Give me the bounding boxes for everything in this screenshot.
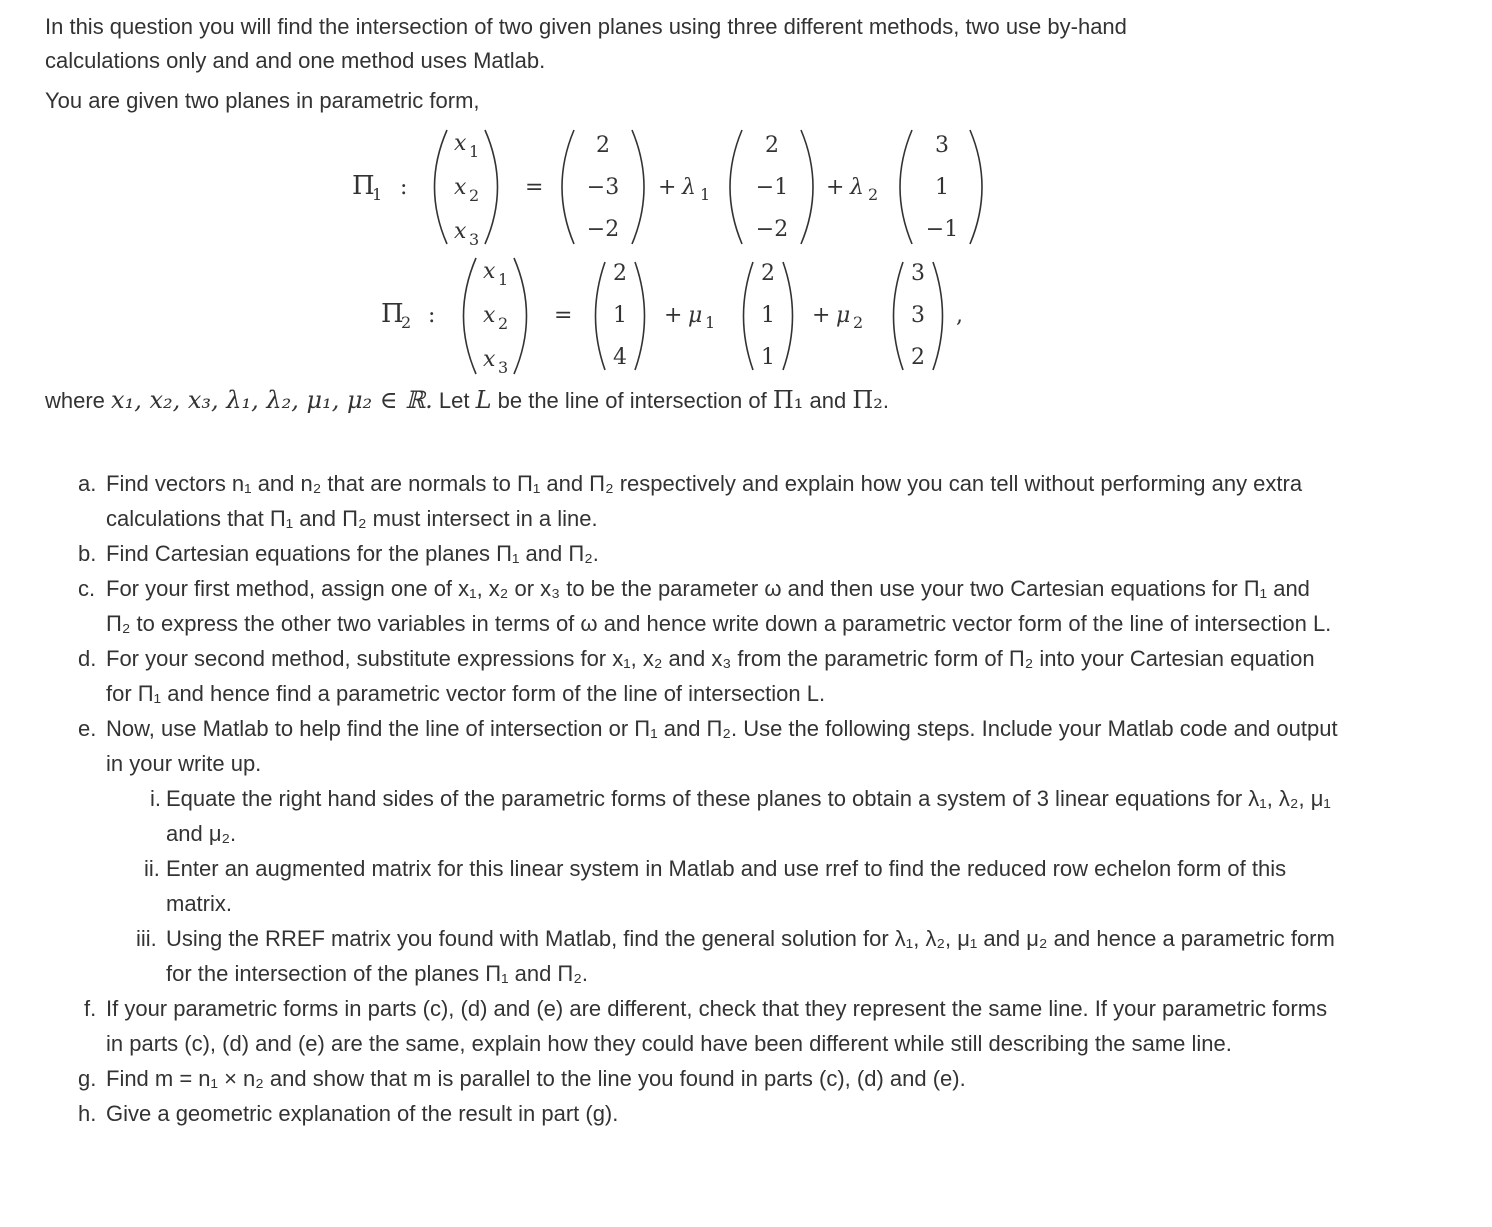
plane1-point-3: −2 — [586, 217, 620, 242]
plane1-name: Π — [352, 171, 375, 201]
plane2-eq: = — [554, 303, 573, 328]
svg-text:3: 3 — [498, 358, 509, 377]
plane2-point-2: 1 — [613, 303, 627, 328]
svg-text:,: , — [956, 303, 963, 328]
plane1-dir1-3: −2 — [755, 217, 789, 242]
plane1-dir2-2: 1 — [935, 175, 949, 200]
svg-text:1: 1 — [498, 270, 509, 289]
plane2-dir1-3: 1 — [761, 345, 775, 370]
part-a: a. Find vectors n₁ and n₂ that are normals to Π₁ and Π₂ respectively and explain how you can tell without performing any extra calculations that Π₁ and Π₂ must intersect in a line. — [78, 471, 1303, 531]
plane2-x1: x — [483, 259, 496, 284]
part-e-ii: ii. Enter an augmented matrix for this linear system in Matlab and use rref to find the reduced row echelon form of this matrix. — [144, 856, 1287, 916]
plane1-eq: = — [525, 175, 544, 200]
plane1-dir2-1: 3 — [935, 133, 949, 158]
plane1-lambda1: λ — [682, 175, 696, 200]
plane2-dir2-2: 3 — [911, 303, 925, 328]
plane2-equation — [0, 0, 1100, 400]
plane1-dir1-1: 2 — [765, 133, 779, 158]
svg-text:+: + — [826, 175, 845, 200]
plane2-mu2: μ — [836, 303, 851, 328]
intro-line-2: calculations only and and one method uses Matlab. — [45, 48, 546, 73]
svg-text:2: 2 — [498, 314, 509, 333]
svg-text:+: + — [658, 175, 677, 200]
plane1-x2: x — [454, 175, 467, 200]
plane1-dir2-3: −1 — [925, 217, 959, 242]
part-c: c. For your first method, assign one of x₁, x₂ or x₃ to be the parameter ω and then use your two Cartesian equations for Π₁ and Π₂ to express the other two variables in terms of ω and hence write down a parametric vector form of the line of intersection L. — [78, 576, 1332, 636]
plane2-point-1: 2 — [613, 261, 627, 286]
svg-text:2: 2 — [868, 185, 879, 204]
svg-text:1: 1 — [700, 185, 711, 204]
plane1-colon: : — [400, 175, 408, 200]
intro-line-1: In this question you will find the intersection of two given planes using three different methods, two use by-hand — [45, 14, 1127, 39]
part-e: e. Now, use Matlab to help find the line of intersection or Π₁ and Π₂. Use the following steps. Include your Matlab code and output in your write up. — [78, 716, 1338, 776]
part-f: f. If your parametric forms in parts (c), (d) and (e) are different, check that they represent the same line. If your parametric forms in parts (c), (d) and (e) are the same, explain how they could have been different while still describing the same line. — [84, 996, 1328, 1056]
plane2-colon: : — [428, 303, 436, 328]
svg-text:+: + — [664, 303, 683, 328]
plane2-sub: 2 — [401, 313, 412, 332]
svg-text:1: 1 — [705, 313, 716, 332]
plane2-name: Π — [381, 299, 404, 329]
where-line: where x₁, x₂, x₃, λ₁, λ₂, μ₁, μ₂ ∈ ℝ. Let L be the line of intersection of Π₁ and Π₂. — [45, 386, 889, 414]
plane1-point-2: −3 — [586, 175, 620, 200]
svg-text:2: 2 — [469, 186, 480, 205]
intro-line-3: You are given two planes in parametric form, — [45, 88, 480, 113]
plane2-mu1: μ — [688, 303, 703, 328]
part-b: b. Find Cartesian equations for the planes Π₁ and Π₂. — [78, 541, 599, 566]
plane2-x3: x — [483, 347, 496, 372]
svg-text:3: 3 — [469, 230, 480, 249]
svg-text:2: 2 — [853, 313, 864, 332]
plane1-x1: x — [454, 131, 467, 156]
plane2-dir2-1: 3 — [911, 261, 925, 286]
plane2-point-3: 4 — [613, 345, 627, 370]
plane1-dir1-2: −1 — [755, 175, 789, 200]
part-g: g. Find m = n₁ × n₂ and show that m is parallel to the line you found in parts (c), (d) and (e). — [78, 1066, 966, 1091]
part-h: h. Give a geometric explanation of the result in part (g). — [78, 1101, 619, 1126]
part-e-i: i. Equate the right hand sides of the parametric forms of these planes to obtain a system of 3 linear equations for λ₁, λ₂, μ₁ and μ₂. — [150, 786, 1331, 846]
plane1-point-1: 2 — [596, 133, 610, 158]
plane2-dir1-2: 1 — [761, 303, 775, 328]
plane2-dir2-3: 2 — [911, 345, 925, 370]
plane1-lambda2: λ — [850, 175, 864, 200]
question-parts — [78, 466, 1338, 1131]
plane1-x3: x — [454, 219, 467, 244]
plane1-sub: 1 — [372, 185, 383, 204]
part-e-iii: iii. Using the RREF matrix you found with Matlab, find the general solution for λ₁, λ₂, μ₁ and μ₂ and hence a parametric form for the intersection of the planes Π₁ and Π₂. — [136, 926, 1335, 986]
plane2-x2: x — [483, 303, 496, 328]
svg-text:1: 1 — [469, 142, 480, 161]
plane2-dir1-1: 2 — [761, 261, 775, 286]
svg-text:+: + — [812, 303, 831, 328]
part-d: d. For your second method, substitute expressions for x₁, x₂ and x₃ from the parametric form of Π₂ into your Cartesian equation for Π₁ and hence find a parametric vector form of the line of intersection L. — [78, 646, 1315, 706]
